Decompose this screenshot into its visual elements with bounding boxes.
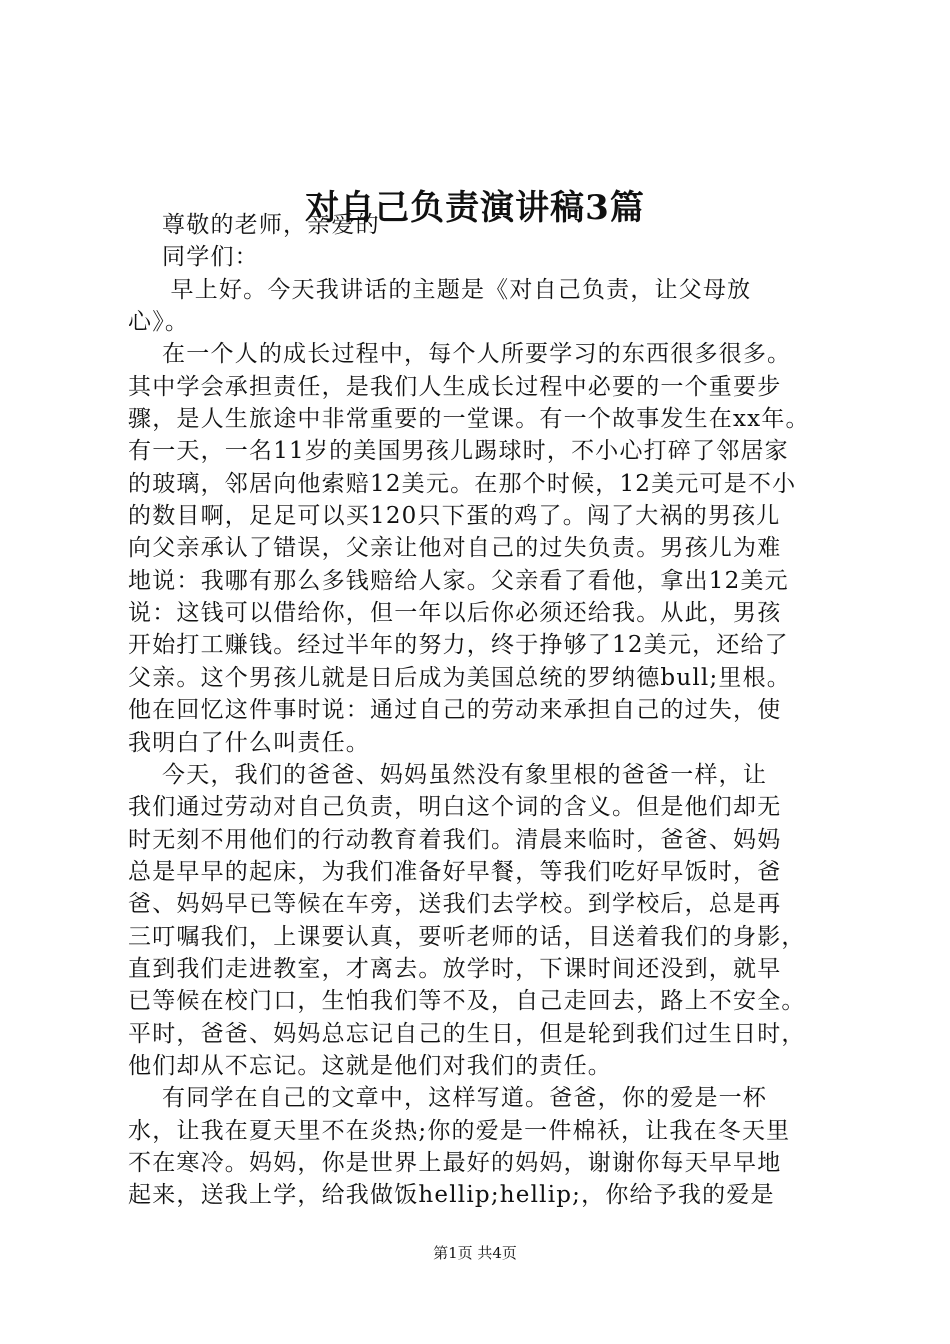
text-line: 在一个人的成长过程中，每个人所要学习的东西很多很多。 [128,341,792,368]
text-line: 骤，是人生旅途中非常重要的一堂课。有一个故事发生在xx年。 [128,406,810,433]
text-line: 已等候在校门口，生怕我们等不及，自己走回去，路上不安全。 [128,988,806,1015]
text-line: 向父亲承认了错误，父亲让他对自己的过失负责。男孩儿为难 [128,535,782,562]
document-body [128,209,848,1212]
text-line: 同学们： [128,244,259,271]
text-line: 我明白了什么叫责任。 [128,729,370,756]
text-line: 的数目啊，足足可以买120只下蛋的鸡了。闯了大祸的男孩儿 [128,503,781,530]
text-line: 的玻璃，邻居向他索赔12美元。在那个时候，12美元可是不小 [128,470,797,497]
text-line: 总是早早的起床，为我们准备好早餐，等我们吃好早饭时，爸 [128,858,782,885]
text-line: 今天，我们的爸爸、妈妈虽然没有象里根的爸爸一样，让 [128,761,768,788]
text-line: 说：这钱可以借给你，但一年以后你必须还给我。从此，男孩 [128,600,782,627]
text-line: 平时，爸爸、妈妈总忘记自己的生日，但是轮到我们过生日时， [128,1020,806,1047]
text-line: 不在寒冷。妈妈，你是世界上最好的妈妈，谢谢你每天早早地 [128,1149,782,1176]
page-footer: 第1页 共4页 [433,1244,517,1262]
text-line: 父亲。这个男孩儿就是日后成为美国总统的罗纳德bull;里根。 [128,664,791,691]
text-line: 他在回忆这件事时说：通过自己的劳动来承担自己的过失，使 [128,697,782,724]
text-line: 心》。 [128,309,190,336]
page-title: 对自己负责演讲稿3篇 [305,188,645,228]
text-line: 水，让我在夏天里不在炎热;你的爱是一件棉袄，让我在冬天里 [128,1117,791,1144]
text-line: 尊敬的老师，亲爱的 [128,212,380,238]
text-line: 有同学在自己的文章中，这样写道。爸爸，你的爱是一杯 [128,1085,768,1112]
text-line: 三叮嘱我们，上课要认真，要听老师的话，目送着我们的身影， [128,923,806,950]
text-line: 地说：我哪有那么多钱赔给人家。父亲看了看他，拿出12美元 [128,567,789,594]
text-line: 时无刻不用他们的行动教育着我们。清晨来临时，爸爸、妈妈 [128,826,782,853]
text-line: 其中学会承担责任，是我们人生成长过程中必要的一个重要步 [128,373,782,400]
text-line: 他们却从不忘记。这就是他们对我们的责任。 [128,1052,612,1079]
text-line: 爸、妈妈早已等候在车旁，送我们去学校。到学校后，总是再 [128,891,782,918]
text-line: 我们通过劳动对自己负责，明白这个词的含义。但是他们却无 [128,794,782,821]
text-line: 直到我们走进教室，才离去。放学时，下课时间还没到，就早 [128,955,782,982]
text-line: 早上好。今天我讲话的主题是《对自己负责，让父母放 [128,276,752,303]
text-line: 开始打工赚钱。经过半年的努力，终于挣够了12美元，还给了 [128,632,789,659]
text-line: 起来，送我上学，给我做饭hellip;hellip;，你给予我的爱是 [128,1182,775,1209]
text-line: 有一天，一名11岁的美国男孩儿踢球时，不小心打碎了邻居家 [128,438,789,465]
